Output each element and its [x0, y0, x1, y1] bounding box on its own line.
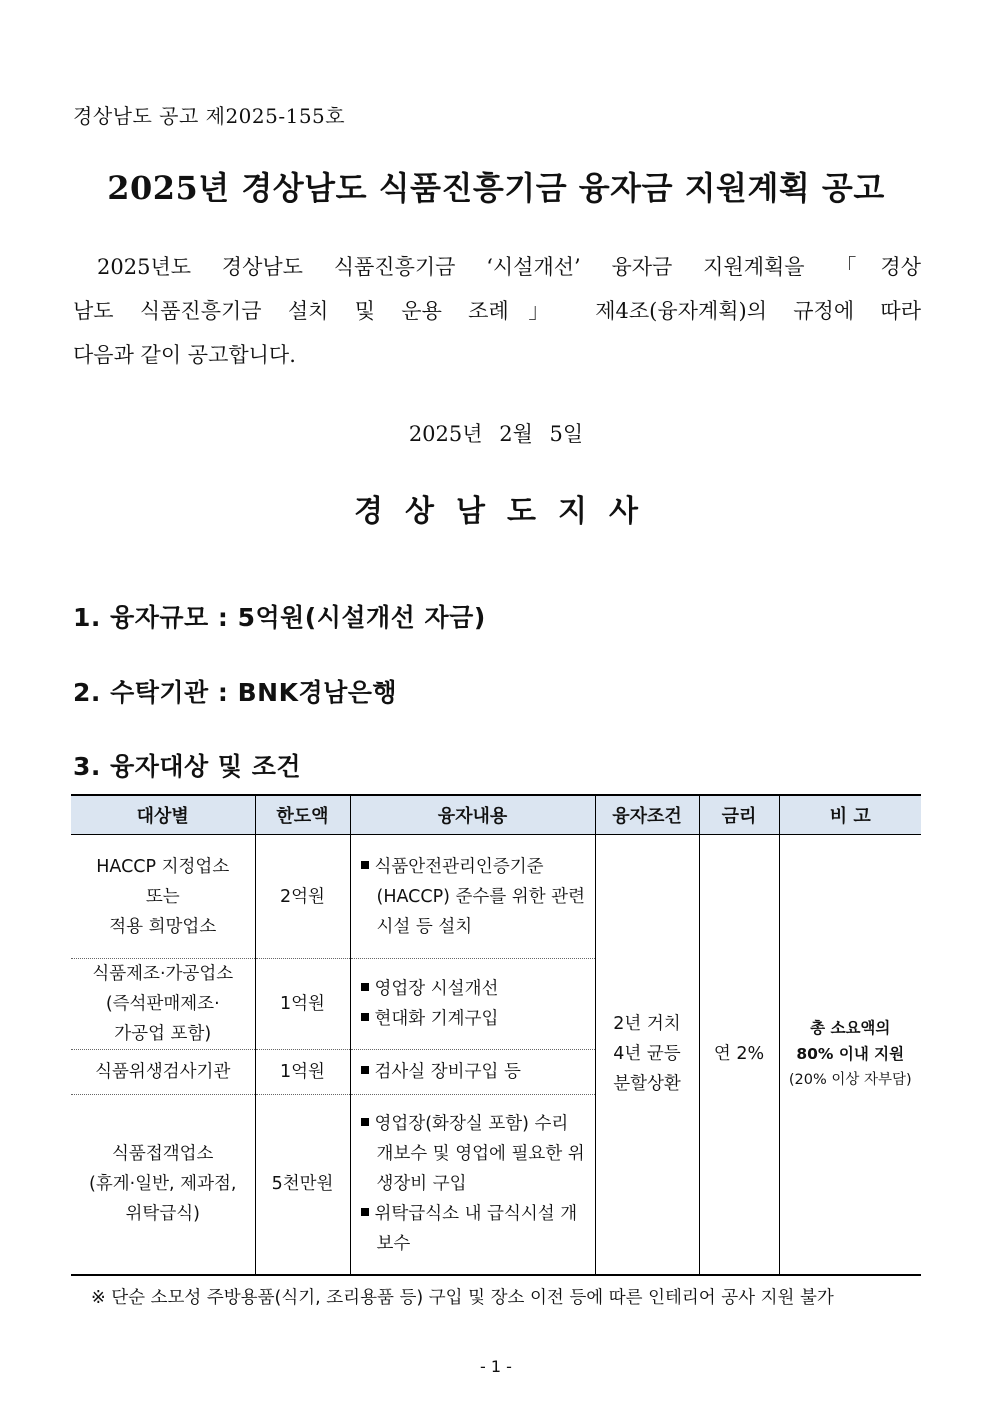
header-terms: 융자조건 [595, 795, 699, 835]
interest-rate: 연 2% [699, 835, 779, 1275]
intro-line-3: 다음과 같이 공고합니다. [73, 343, 296, 367]
square-bullet-icon [361, 861, 369, 869]
notice-number: 경상남도 공고 제2025-155호 [73, 104, 346, 128]
row-content: 검사실 장비구입 등 [350, 1050, 595, 1095]
footnote: ※ 단순 소모성 주방용품(식기, 조리용품 등) 구입 및 장소 이전 등에 따른 인테리어 공사 지원 불가 [91, 1288, 834, 1308]
page-number: - 1 - [480, 1357, 512, 1376]
row-content: 영업장(화장실 포함) 수리 개보수 및 영업에 필요한 위생장비 구입 위탁급식소 내 급식시설 개보수 [350, 1095, 595, 1275]
issuer-name: 경상남도지사 [354, 494, 660, 529]
header-content: 융자내용 [350, 795, 595, 835]
intro-line-2: 남도 식품진흥기금 설치 및 운용 조례」 제4조(융자계획)의 규정에 따라 [73, 299, 921, 323]
loan-terms: 2년 거치 4년 균등 분할상환 [595, 835, 699, 1275]
square-bullet-icon [361, 983, 369, 991]
row-limit: 1억원 [255, 1050, 350, 1095]
row-limit: 5천만원 [255, 1095, 350, 1275]
row-target: 식품접객업소 (휴게·일반, 제과점, 위탁급식) [71, 1095, 255, 1275]
table-row [71, 835, 921, 959]
section-loan-targets: 3. 융자대상 및 조건 [73, 752, 302, 781]
table-header-row [71, 795, 921, 835]
intro-paragraph [73, 245, 921, 377]
document-title: 2025년 경상남도 식품진흥기금 융자금 지원계획 공고 [107, 169, 885, 207]
row-limit: 2억원 [255, 835, 350, 959]
row-content: 식품안전관리인증기준 (HACCP) 준수를 위한 관련 시설 등 설치 [350, 835, 595, 959]
header-rate: 금리 [699, 795, 779, 835]
intro-line-1: 2025년도 경상남도 식품진흥기금 ‘시설개선’ 융자금 지원계획을 「경상 [97, 255, 921, 279]
row-limit: 1억원 [255, 959, 350, 1050]
section-loan-scale: 1. 융자규모 : 5억원(시설개선 자금) [73, 603, 486, 632]
remarks: 총 소요액의 80% 이내 지원 (20% 이상 자부담) [779, 835, 921, 1275]
row-target: 식품제조·가공업소 (즉석판매제조· 가공업 포함) [71, 959, 255, 1050]
square-bullet-icon [361, 1013, 369, 1021]
section-trustee: 2. 수탁기관 : BNK경남은행 [73, 678, 398, 707]
loan-conditions-table [71, 794, 921, 1276]
square-bullet-icon [361, 1066, 369, 1074]
square-bullet-icon [361, 1118, 369, 1126]
row-target: 식품위생검사기관 [71, 1050, 255, 1095]
header-remarks: 비 고 [779, 795, 921, 835]
row-content: 영업장 시설개선 현대화 기계구입 [350, 959, 595, 1050]
notice-date: 2025년 2월 5일 [408, 422, 584, 446]
header-target: 대상별 [71, 795, 255, 835]
header-limit: 한도액 [255, 795, 350, 835]
row-target: HACCP 지정업소 또는 적용 희망업소 [71, 835, 255, 959]
square-bullet-icon [361, 1208, 369, 1216]
